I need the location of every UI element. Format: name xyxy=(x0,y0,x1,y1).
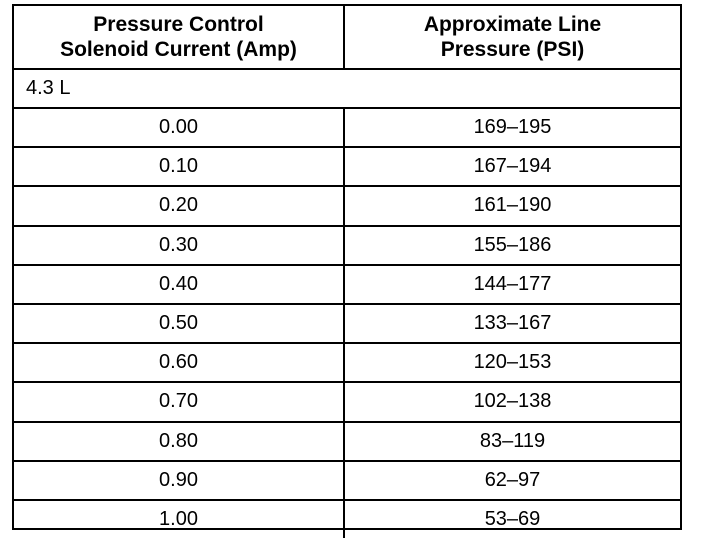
table-row xyxy=(14,381,680,420)
group-row xyxy=(14,68,680,107)
pressure-cell: 169–195 xyxy=(473,116,552,139)
pressure-table xyxy=(12,4,682,530)
header-pressure xyxy=(345,6,680,68)
current-cell: 0.00 xyxy=(14,109,345,146)
header-current xyxy=(14,6,345,68)
table-row xyxy=(14,225,680,264)
header-current-line-1: Pressure Control xyxy=(93,13,264,36)
header-current-line-2: Solenoid Current (Amp) xyxy=(60,38,297,61)
pressure-cell: 53–69 xyxy=(484,508,541,531)
pressure-cell: 102–138 xyxy=(473,390,552,413)
table-row xyxy=(14,342,680,381)
table-row xyxy=(14,107,680,146)
table-row xyxy=(14,499,680,538)
current-cell: 0.50 xyxy=(14,305,345,342)
current-cell: 1.00 xyxy=(14,501,345,538)
table-row xyxy=(14,421,680,460)
pressure-cell: 155–186 xyxy=(473,233,552,256)
current-cell: 0.90 xyxy=(14,462,345,499)
table-row xyxy=(14,303,680,342)
current-cell: 0.10 xyxy=(14,148,345,185)
pressure-cell: 62–97 xyxy=(484,468,541,491)
pressure-cell: 161–190 xyxy=(473,194,552,217)
pressure-cell: 120–153 xyxy=(473,351,552,374)
current-cell: 0.20 xyxy=(14,187,345,224)
pressure-cell: 133–167 xyxy=(473,312,552,335)
header-pressure-line-1: Approximate Line xyxy=(423,13,602,36)
current-cell: 0.70 xyxy=(14,383,345,420)
table-row xyxy=(14,264,680,303)
engine-group-label: 4.3 L xyxy=(26,77,71,99)
current-cell: 0.60 xyxy=(14,344,345,381)
pressure-cell: 83–119 xyxy=(479,429,546,452)
pressure-cell: 167–194 xyxy=(473,155,552,178)
header-pressure-line-2: Pressure (PSI) xyxy=(440,38,585,61)
table-row xyxy=(14,185,680,224)
current-cell: 0.30 xyxy=(14,227,345,264)
current-cell: 0.40 xyxy=(14,266,345,303)
current-cell: 0.80 xyxy=(14,423,345,460)
table-row xyxy=(14,460,680,499)
table-row xyxy=(14,146,680,185)
pressure-cell: 144–177 xyxy=(473,272,552,295)
header-row xyxy=(14,6,680,68)
